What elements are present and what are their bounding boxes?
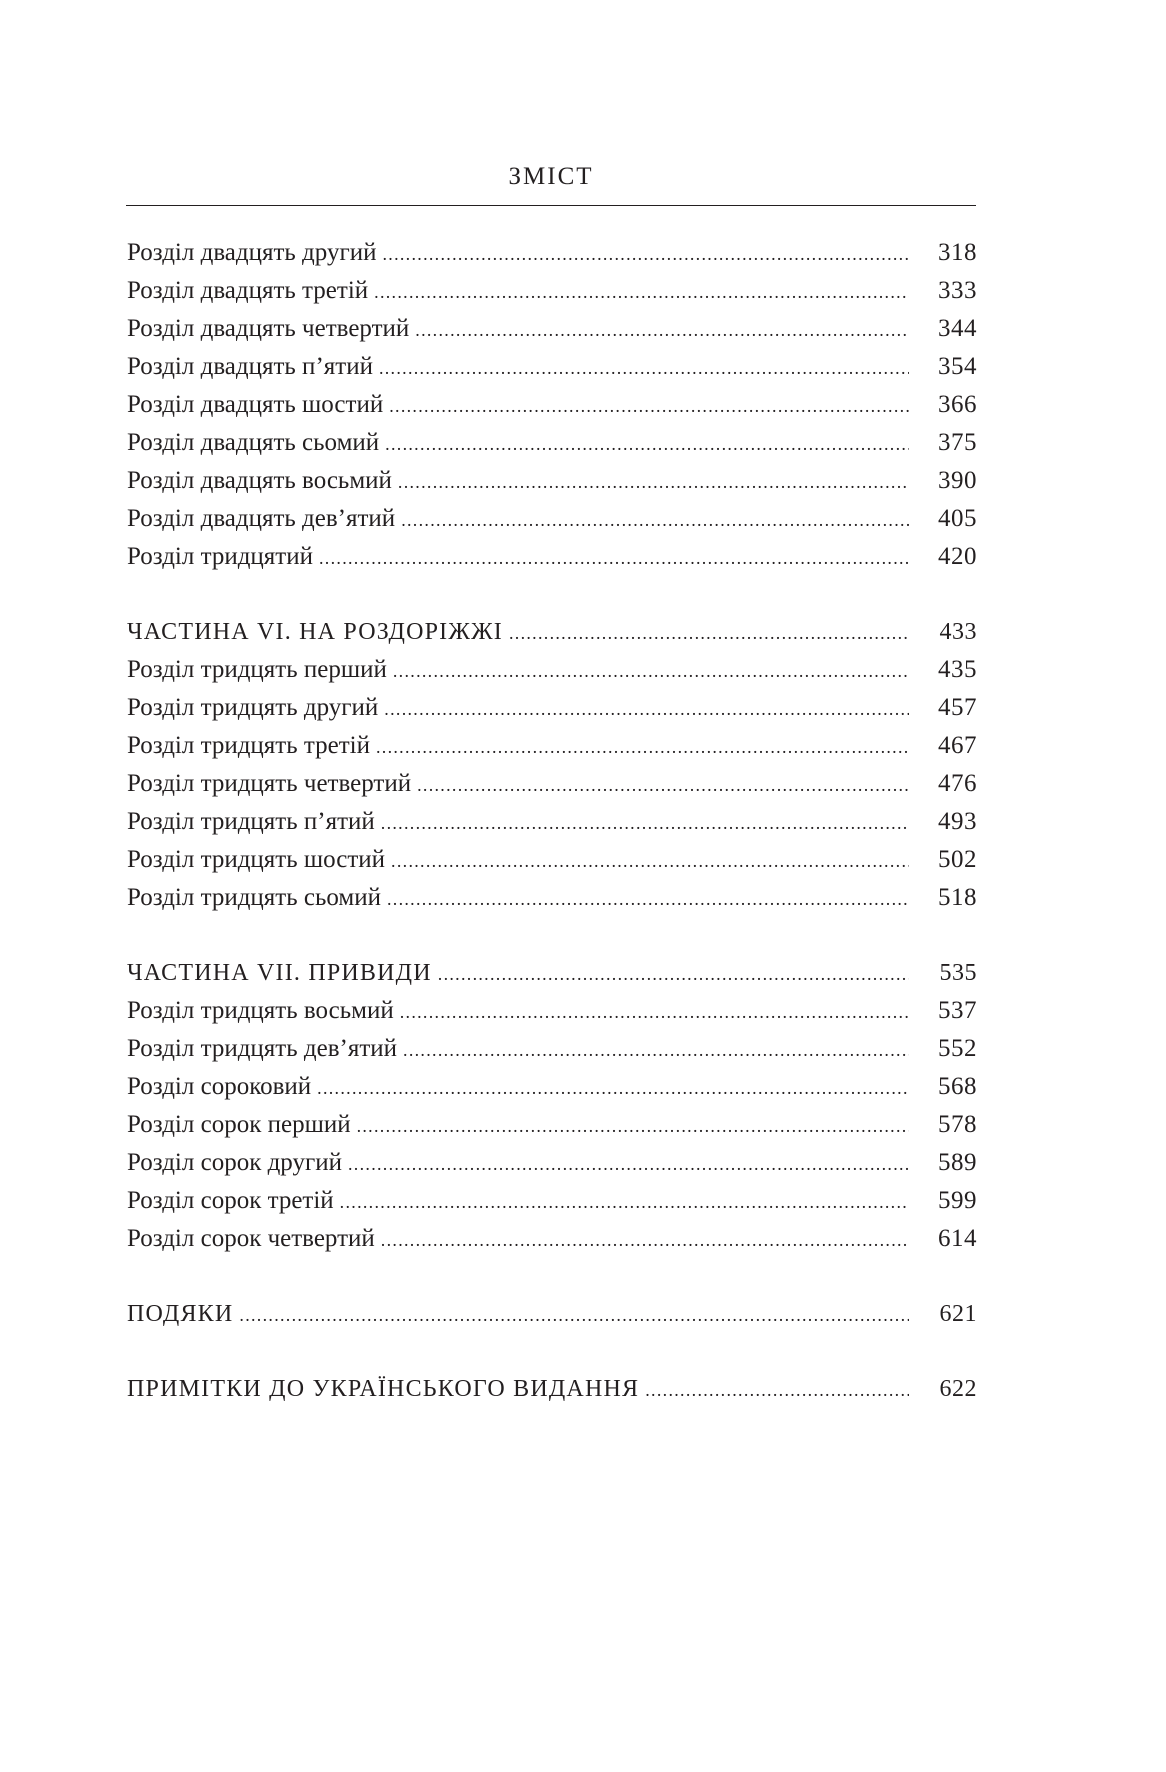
toc-part-page: 622 — [939, 1376, 977, 1402]
dot-leader — [438, 955, 909, 993]
dot-leader — [382, 235, 909, 273]
dot-leader — [340, 1183, 909, 1221]
toc-entry-label: Розділ двадцять другий — [127, 239, 377, 266]
toc-entry-page: 518 — [938, 884, 977, 911]
toc-entry-page: 493 — [938, 808, 977, 835]
toc-entry[interactable] — [127, 1106, 977, 1144]
dot-leader — [400, 993, 909, 1031]
header-rule — [126, 205, 976, 206]
toc-entry-label: Розділ сороковий — [127, 1073, 312, 1100]
toc-part-label: ЧАСТИНА VI. НА РОЗДОРІЖЖІ — [127, 619, 503, 645]
toc-entry[interactable] — [127, 424, 977, 462]
toc-entry-page: 589 — [938, 1149, 977, 1176]
dot-leader — [381, 804, 909, 842]
toc-entry-page: 476 — [938, 770, 977, 797]
toc-entry-label: Розділ тридцять другий — [127, 694, 379, 721]
toc-part-label: ЧАСТИНА VII. ПРИВИДИ — [127, 960, 432, 986]
toc-part-page: 535 — [939, 960, 977, 986]
toc-entry[interactable] — [127, 310, 977, 348]
toc-entry-page: 578 — [938, 1111, 977, 1138]
toc-part-label: ПРИМІТКИ ДО УКРАЇНСЬКОГО ВИДАННЯ — [127, 1376, 640, 1402]
section-gap — [127, 917, 977, 954]
toc-entry[interactable] — [127, 879, 977, 917]
toc-entry-label: Розділ тридцять сьомий — [127, 884, 381, 911]
toc-entry-page: 599 — [938, 1187, 977, 1214]
toc-entry-label: Розділ сорок четвертий — [127, 1225, 375, 1252]
toc-entry-label: Розділ сорок третій — [127, 1187, 334, 1214]
toc-part-heading[interactable] — [127, 954, 977, 992]
toc-entry-page: 457 — [938, 694, 977, 721]
toc-entry-page: 420 — [938, 543, 977, 570]
table-of-contents — [127, 234, 977, 1408]
section-gap — [127, 1333, 977, 1370]
toc-entry-page: 502 — [938, 846, 977, 873]
toc-notes[interactable] — [127, 1370, 977, 1408]
toc-entry-label: Розділ двадцять дев’ятий — [127, 505, 396, 532]
dot-leader — [239, 1296, 909, 1334]
dot-leader — [384, 690, 909, 728]
toc-entry-label: Розділ двадцять шостий — [127, 391, 384, 418]
dot-leader — [391, 842, 909, 880]
toc-part-page: 433 — [939, 619, 977, 645]
toc-part-heading[interactable] — [127, 613, 977, 651]
dot-leader — [319, 539, 909, 577]
dot-leader — [385, 425, 909, 463]
toc-entry[interactable] — [127, 1220, 977, 1258]
toc-entry-label: Розділ тридцять третій — [127, 732, 370, 759]
toc-entry[interactable] — [127, 234, 977, 272]
toc-entry-page: 537 — [938, 997, 977, 1024]
toc-entry[interactable] — [127, 538, 977, 576]
toc-entry[interactable] — [127, 651, 977, 689]
dot-leader — [387, 880, 909, 918]
toc-entry-page: 552 — [938, 1035, 977, 1062]
toc-entry-label: Розділ двадцять п’ятий — [127, 353, 373, 380]
dot-leader — [401, 501, 909, 539]
dot-leader — [357, 1107, 909, 1145]
toc-entry-label: Розділ двадцять сьомий — [127, 429, 380, 456]
dot-leader — [417, 766, 909, 804]
toc-entry-label: Розділ сорок перший — [127, 1111, 351, 1138]
toc-entry[interactable] — [127, 727, 977, 765]
toc-entry-label: Розділ двадцять четвертий — [127, 315, 410, 342]
toc-entry[interactable] — [127, 386, 977, 424]
toc-entry-page: 568 — [938, 1073, 977, 1100]
toc-entry-label: Розділ двадцять третій — [127, 277, 369, 304]
toc-entry-label: Розділ тридцять четвертий — [127, 770, 412, 797]
toc-entry[interactable] — [127, 841, 977, 879]
dot-leader — [317, 1069, 909, 1107]
toc-entry-page: 344 — [938, 315, 977, 342]
dot-leader — [374, 273, 909, 311]
dot-leader — [509, 614, 909, 652]
dot-leader — [379, 349, 909, 387]
toc-acknowledgements[interactable] — [127, 1295, 977, 1333]
toc-entry-page: 366 — [938, 391, 977, 418]
toc-entry[interactable] — [127, 500, 977, 538]
toc-entry-page: 354 — [938, 353, 977, 380]
toc-entry-page: 405 — [938, 505, 977, 532]
toc-part-page: 621 — [939, 1301, 977, 1327]
toc-entry[interactable] — [127, 689, 977, 727]
toc-part-label: ПОДЯКИ — [127, 1301, 234, 1327]
toc-entry[interactable] — [127, 272, 977, 310]
dot-leader — [398, 463, 909, 501]
section-gap — [127, 1258, 977, 1295]
toc-entry-label: Розділ тридцять дев’ятий — [127, 1035, 398, 1062]
toc-entry-label: Розділ тридцять п’ятий — [127, 808, 375, 835]
toc-entry-page: 390 — [938, 467, 977, 494]
toc-entry[interactable] — [127, 803, 977, 841]
dot-leader — [393, 652, 909, 690]
toc-entry-label: Розділ тридцять восьмий — [127, 997, 394, 1024]
toc-entry[interactable] — [127, 1144, 977, 1182]
toc-entry-page: 614 — [938, 1225, 977, 1252]
dot-leader — [381, 1221, 909, 1259]
dot-leader — [403, 1031, 909, 1069]
toc-entry[interactable] — [127, 765, 977, 803]
toc-entry-label: Розділ двадцять восьмий — [127, 467, 392, 494]
toc-entry-label: Розділ сорок другий — [127, 1149, 342, 1176]
toc-entry[interactable] — [127, 1182, 977, 1220]
section-gap — [127, 576, 977, 613]
toc-entry[interactable] — [127, 1068, 977, 1106]
dot-leader — [415, 311, 909, 349]
toc-entry-label: Розділ тридцятий — [127, 543, 313, 570]
dot-leader — [645, 1371, 909, 1409]
toc-entry[interactable] — [127, 348, 977, 386]
toc-entry[interactable] — [127, 1030, 977, 1068]
toc-entry[interactable] — [127, 462, 977, 500]
toc-entry-page: 435 — [938, 656, 977, 683]
dot-leader — [376, 728, 909, 766]
running-head: ЗМІСТ — [508, 163, 594, 190]
toc-entry-page: 318 — [938, 239, 977, 266]
dot-leader — [348, 1145, 909, 1183]
dot-leader — [389, 387, 909, 425]
toc-entry-label: Розділ тридцять шостий — [127, 846, 386, 873]
toc-entry-page: 467 — [938, 732, 977, 759]
toc-entry-page: 333 — [938, 277, 977, 304]
toc-entry[interactable] — [127, 992, 977, 1030]
toc-entry-label: Розділ тридцять перший — [127, 656, 387, 683]
toc-entry-page: 375 — [938, 429, 977, 456]
